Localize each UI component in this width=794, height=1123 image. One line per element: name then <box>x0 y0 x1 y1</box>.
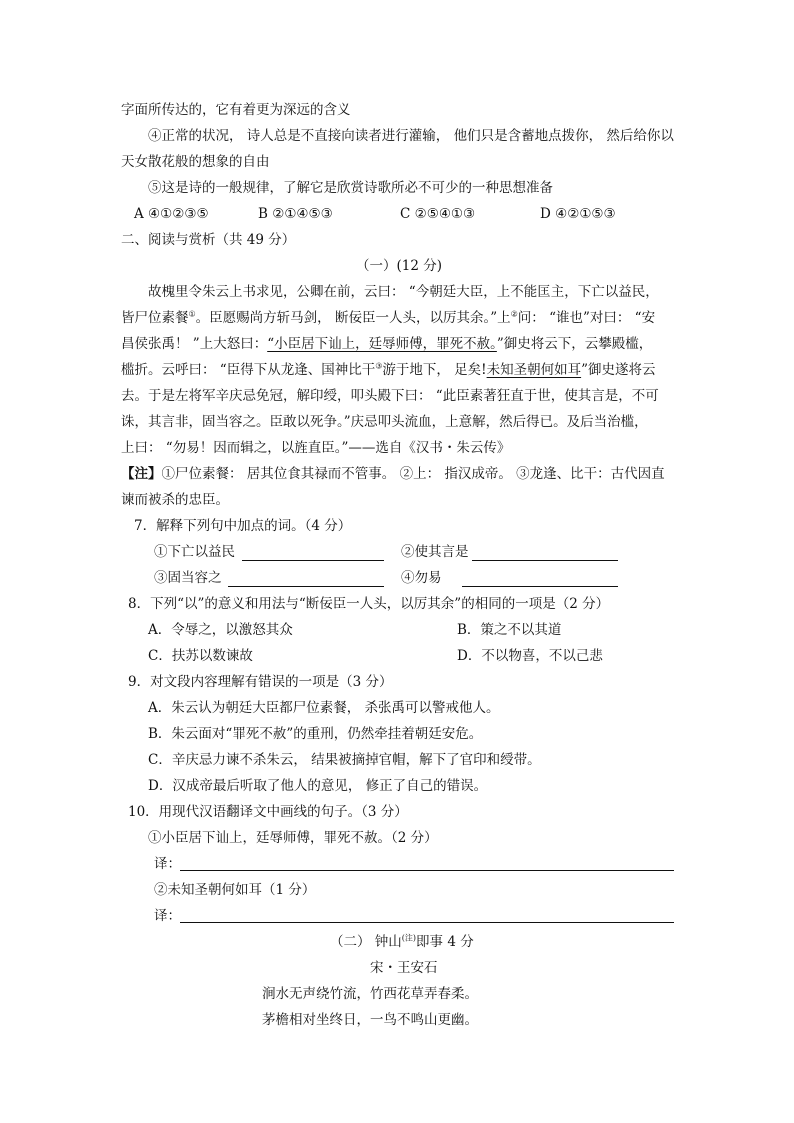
q6-option-b: B ②①④⑤③ <box>258 206 333 222</box>
q8-option-d: D．不以物喜，不以己悲 <box>457 648 603 664</box>
q7-stem: 7．解释下列句中加点的词。（4 分） <box>134 518 352 534</box>
underlined-sentence-1: “小臣居下讪上，廷辱师傅，罪死不赦。 <box>267 336 497 352</box>
passage-line-2a: 皆尸位素餐 <box>121 310 189 326</box>
q9-stem: 9．对文段内容理解有错误的一项是（3 分） <box>128 674 393 690</box>
passage-line-4b: 游于地下， 足矣! <box>382 362 487 378</box>
q8-option-b: B．策之不以其道 <box>457 622 562 638</box>
poem-line-1: 涧水无声绕竹流，竹西花草弄春柔。 <box>262 986 478 1002</box>
q6-option-a: A ④①②③⑤ <box>134 206 209 222</box>
q7-answer-blank-4[interactable] <box>462 586 618 587</box>
part-2-title <box>330 933 474 951</box>
q9-option-b: B．朱云面对“罪死不赦”的重刑，仍然牵挂着朝廷安危。 <box>148 726 483 742</box>
poem-author: 宋・王安石 <box>370 960 438 976</box>
q6-option-d: D ④②①⑤③ <box>540 206 616 222</box>
section-2-title: 二、阅读与赏析（共 49 分） <box>121 232 296 248</box>
q6-option-c: C ②⑤④①③ <box>400 206 476 222</box>
part-2-note-mark: (注) <box>401 933 417 943</box>
q7-item-4: ④勿易 <box>401 570 442 586</box>
note-line-2: 谏而被杀的忠臣。 <box>121 492 229 508</box>
q7-item-1: ①下亡以益民 <box>154 544 235 560</box>
passage-line-5: 去。于是左将军辛庆忌免冠，解印绶，叩头殿下曰： “此臣素著狂直于世，使其言是，不可 <box>121 388 659 404</box>
note-mark-2: ② <box>510 309 518 319</box>
part-2-title-b: 即事 4 分 <box>416 934 474 950</box>
note-text-1: ①尸位素餐： 居其位食其禄而不管事。 ②上： 指汉成帝。 ③龙逢、比干：古代因直 <box>161 466 665 482</box>
note-label: 【注】 <box>121 466 162 482</box>
passage-line-6: 诛，其言非，固当容之。臣敢以死争。”庆忌叩头流血，上意解，然后得已。及后当治槛， <box>121 414 648 430</box>
passage-line-3a: 昌侯张禹！ ”上大怒曰： <box>121 336 268 352</box>
q7-item-2: ②使其言是 <box>401 544 469 560</box>
q10-translate-label-2: 译： <box>154 908 181 924</box>
q7-answer-blank-2[interactable] <box>472 560 618 561</box>
passage-line-3 <box>121 335 652 353</box>
q10-stem: 10．用现代汉语翻译文中画线的句子。（3 分） <box>128 804 408 820</box>
underlined-sentence-2: 未知圣朝何如耳 <box>486 362 582 378</box>
passage-line-4a: 槛折。云呼曰： “臣得下从龙逢、国神比干 <box>121 362 376 378</box>
q6-sentence-4b: 天女散花般的想象的自由 <box>121 154 270 170</box>
passage-line-4 <box>121 361 656 379</box>
passage-line-2b: 。臣愿赐尚方斩马剑， 断佞臣一人头，以厉其余。”上 <box>195 310 511 326</box>
passage-line-1: 故槐里令朱云上书求见，公卿在前，云曰： “今朝廷大臣，上不能匡主，下亡以益民， <box>148 284 659 300</box>
passage-line-7: 上曰： “勿易！因而辑之，以旌直臣。”——选自《汉书・朱云传》 <box>121 440 511 456</box>
q7-item-3: ③固当容之 <box>154 570 222 586</box>
q6-sentence-tail: 字面所传达的，它有着更为深远的含义 <box>121 102 351 118</box>
note-line-1 <box>121 465 665 483</box>
passage-line-2c: 问： “谁也”对曰： “安 <box>517 310 656 326</box>
q8-stem: 8．下列“以”的意义和用法与“断佞臣一人头，以厉其余”的相同的一项是（2 分） <box>128 596 610 612</box>
passage-line-3b: ”御史将云下，云攀殿槛， <box>496 336 653 352</box>
poem-line-2: 茅檐相对坐终日，一鸟不鸣山更幽。 <box>262 1012 478 1028</box>
q6-sentence-4a: ④正常的状况， 诗人总是不直接向读者进行灌输， 他们只是含蓄地点拨你， 然后给你以 <box>148 128 674 144</box>
q10-sentence-2: ②未知圣朝何如耳（1 分） <box>154 882 316 898</box>
passage-line-4c: ”御史遂将云 <box>581 362 656 378</box>
passage-line-2 <box>121 309 655 327</box>
part-1-title: （一）(12 分) <box>356 258 443 274</box>
q8-option-a: A．令辱之，以激怒其众 <box>148 622 293 638</box>
q9-option-d: D．汉成帝最后听取了他人的意见， 修正了自己的错误。 <box>148 778 488 794</box>
q6-sentence-5: ⑤这是诗的一般规律，了解它是欣赏诗歌所必不可少的一种思想准备 <box>148 180 553 196</box>
note-mark-3: ③ <box>375 361 383 371</box>
note-mark-1: ① <box>188 309 196 319</box>
q10-translate-label-1: 译： <box>154 856 181 872</box>
q8-option-c: C．扶苏以数谏故 <box>148 648 253 664</box>
q7-answer-blank-3[interactable] <box>228 586 384 587</box>
q7-answer-blank-1[interactable] <box>242 560 384 561</box>
q10-answer-line-2[interactable] <box>180 922 674 923</box>
q9-option-c: C．辛庆忌力谏不杀朱云， 结果被摘掉官帽，解下了官印和绶带。 <box>148 752 541 768</box>
part-2-title-a: （二） 钟山 <box>330 934 402 950</box>
q10-answer-line-1[interactable] <box>180 870 674 871</box>
q10-sentence-1: ①小臣居下讪上，廷辱师傅，罪死不赦。（2 分） <box>148 830 438 846</box>
q9-option-a: A．朱云认为朝廷大臣都尸位素餐， 杀张禹可以警戒他人。 <box>148 700 500 716</box>
